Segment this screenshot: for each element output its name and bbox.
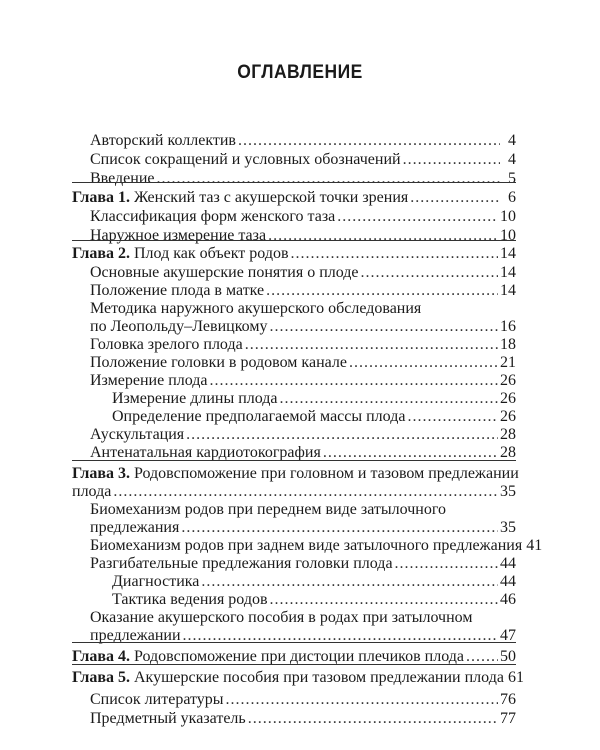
toc-entry: предлежании ..... 47: [90, 627, 516, 645]
toc-entry: Разгибательные предлежания головки плода ..... 44: [90, 555, 516, 573]
toc-chapter-entry: Глава 1. Женский таз с акушерской точки зрения ..... 6: [72, 189, 516, 207]
toc-entry: по Леопольду–Левицкому ..... 16: [90, 318, 516, 336]
toc-entry: Авторский коллектив ..... 4: [90, 132, 516, 150]
toc-chapter-entry: Глава 4. Родовспоможение при дистоции плечиков плода ..... 50: [72, 648, 516, 666]
section-divider: [72, 642, 516, 643]
toc-entry-line: Методика наружного акушерского обследования: [90, 300, 422, 317]
toc-entry-line: Биомеханизм родов при переднем виде затылочного: [90, 501, 446, 518]
section-divider: [72, 182, 516, 183]
chapter-number: Глава 1.: [72, 189, 130, 206]
toc-entry: Измерение плода ..... 26: [90, 372, 516, 390]
toc-chapter-entry: плода ..... 35: [72, 483, 516, 501]
toc-entry: Список сокращений и условных обозначений ..... 4: [90, 151, 516, 169]
toc-entry: предлежания ..... 35: [90, 519, 516, 537]
toc-subentry: Определение предполагаемой массы плода ..... 26: [112, 408, 516, 426]
toc-entry: Основные акушерские понятия о плоде ..... 14: [90, 264, 516, 282]
toc-entry: Наружное измерение таза ..... 10: [90, 227, 516, 245]
chapter-number: Глава 5.: [72, 669, 130, 686]
section-divider: [72, 664, 516, 665]
chapter-number: Глава 4.: [72, 648, 130, 665]
toc-subentry: Измерение длины плода ..... 26: [112, 390, 516, 408]
toc-subentry: Диагностика ..... 44: [112, 573, 516, 591]
toc-entry: Антенатальная кардиотокография ..... 28: [90, 444, 516, 462]
toc-entry: Головка зрелого плода ..... 18: [90, 336, 516, 354]
toc-entry: Классификация форм женского таза ..... 10: [90, 208, 516, 226]
section-divider: [72, 240, 516, 241]
chapter-number: Глава 2.: [72, 245, 130, 262]
toc-entry: Предметный указатель ..... 77: [90, 710, 516, 728]
toc-entry: Положение головки в родовом канале ..... 21: [90, 354, 516, 372]
toc-chapter-entry: Глава 5. Акушерские пособия при тазовом предлежании плода 61: [72, 669, 524, 686]
toc-entry-line: Оказание акушерского пособия в родах при затылочном: [90, 609, 473, 626]
toc-entry: Введение ..... 5: [90, 170, 516, 188]
toc-chapter-line: Глава 3. Родовспоможение при головном и тазовом предлежании: [72, 465, 519, 482]
toc-entry: Биомеханизм родов при заднем виде затылочного предлежания 41: [90, 537, 543, 554]
toc-subentry: Тактика ведения родов ..... 46: [112, 591, 516, 609]
toc-entry: Аускультация ..... 28: [90, 426, 516, 444]
section-divider: [72, 460, 516, 461]
toc-entry: Список литературы ..... 76: [90, 691, 516, 709]
toc-chapter-entry: Глава 2. Плод как объект родов ..... 14: [72, 245, 516, 263]
toc-entry: Положение плода в матке ..... 14: [90, 282, 516, 300]
chapter-number: Глава 3.: [72, 465, 130, 482]
page-title: ОГЛАВЛЕНИЕ: [237, 62, 363, 83]
